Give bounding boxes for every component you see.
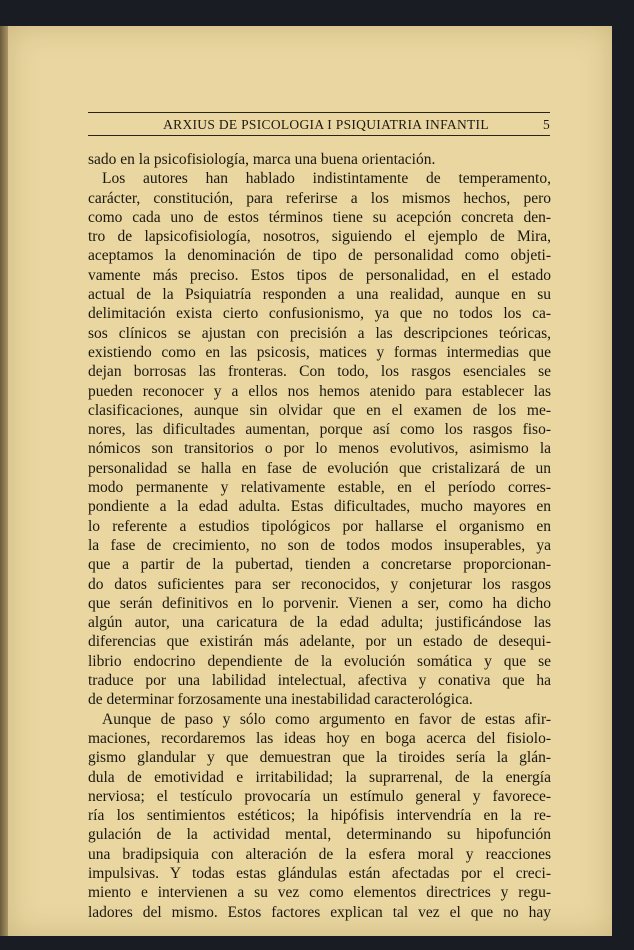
text-line: do datos suficientes para ser reconocidos, y conjeturar los rasgos [88, 575, 551, 593]
text-line: tro de lapsicofisiología, nosotros, siguiendo el ejemplo de Mira, [88, 228, 551, 246]
text-line: dula de emotividad e irritabilidad; la suprarrenal, de la energía [88, 768, 551, 786]
text-line: existiendo como en las psicosis, matices y formas intermedias que [88, 343, 551, 361]
text-line: nerviosa; el testículo provocaría un estímulo general y favorece- [88, 787, 551, 805]
text-line: modo permanente y relativamente estable, en el período corres- [88, 479, 551, 497]
text-line: ría los sentimientos estéticos; la hipófisis intervendría en la re- [88, 807, 551, 825]
text-line: como cada uno de estos términos tiene su acepción concreta den- [88, 208, 551, 226]
text-line: impulsivas. Y todas estas glándulas están afectadas por el creci- [88, 864, 551, 882]
text-line: personalidad se halla en fase de evolución que cristalizará de un [88, 459, 551, 477]
text-line: Aunque de paso y sólo como argumento en favor de estas afir- [102, 710, 551, 728]
text-line: delimitación exista cierto confusionismo, ya que no todos los ca- [88, 305, 551, 323]
running-title: ARXIUS DE PSICOLOGIA I PSIQUIATRIA INFANTIL [163, 117, 489, 132]
header-rule-bottom [88, 135, 550, 136]
text-line: clasificaciones, aunque sin olvidar que en el examen de los me- [88, 401, 551, 419]
text-line: maciones, recordaremos las ideas hoy en boga acerca del fisiolo- [88, 729, 551, 747]
text-line: una bradipsiquia con alteración de la esfera moral y reacciones [88, 845, 551, 863]
text-line: ladores del mismo. Estos factores explican tal vez el que no hay [88, 903, 551, 921]
text-line: que a partir de la pubertad, tienden a concretarse proporcionan- [88, 556, 551, 574]
text-line: librio endocrino dependiente de la evolución somática y que se [88, 652, 551, 670]
text-line: gismo glandular y que demuestran que la tiroides sería la glán- [88, 749, 551, 767]
text-line: sos clínicos se ajustan con precisión a las descripciones teóricas, [88, 324, 551, 342]
header-rule-top [88, 112, 550, 113]
text-line: carácter, constitución, para referirse a los mismos hechos, pero [88, 189, 551, 207]
text-line: pueden reconocer y a ellos nos hemos atenido para establecer las [88, 382, 551, 400]
text-line: lo referente a estudios tipológicos por hallarse el organismo en [88, 517, 551, 535]
text-line: algún autor, una caricatura de la edad adulta; justificándose las [88, 614, 551, 632]
text-line: actual de la Psiquiatría responden a una realidad, aunque en su [88, 286, 551, 304]
text-line: la fase de crecimiento, no son de todos modos insuperables, ya [88, 536, 551, 554]
text-line: diferencias que existirán más adelante, por un estado de desequi- [88, 633, 551, 651]
body-text [88, 150, 551, 922]
text-line: gulación de la actividad mental, determinando su hipofunción [88, 826, 551, 844]
text-line: que serán definitivos en lo porvenir. Vienen a ser, como ha dicho [88, 594, 551, 612]
text-line: miento e intervienen a su vez como elementos directrices y regu- [88, 884, 551, 902]
page-number: 5 [542, 117, 550, 132]
text-line: aceptamos la denominación de tipo de personalidad como objeti- [88, 247, 551, 265]
text-line: sado en la psicofisiología, marca una buena orientación. [88, 151, 436, 168]
text-line: nómicos son transitorios o por lo menos evolutivos, asimismo la [88, 440, 551, 458]
text-line: de determinar forzosamente una inestabilidad caracterológica. [88, 691, 473, 709]
text-line: traduce por una labilidad intelectual, afectiva y conativa que ha [88, 672, 551, 690]
text-line: pondiente a la edad adulta. Estas dificultades, mucho mayores en [88, 498, 551, 516]
text-line: dejan borrosas las fronteras. Con todo, los rasgos esenciales se [88, 363, 551, 381]
text-line: vamente más preciso. Estos tipos de personalidad, en el estado [88, 266, 551, 284]
text-line: nores, las dificultades aumentan, porque así como los rasgos fiso- [88, 421, 551, 439]
text-line: Los autores han hablado indistintamente de temperamento, [102, 170, 551, 188]
running-header [88, 116, 550, 134]
